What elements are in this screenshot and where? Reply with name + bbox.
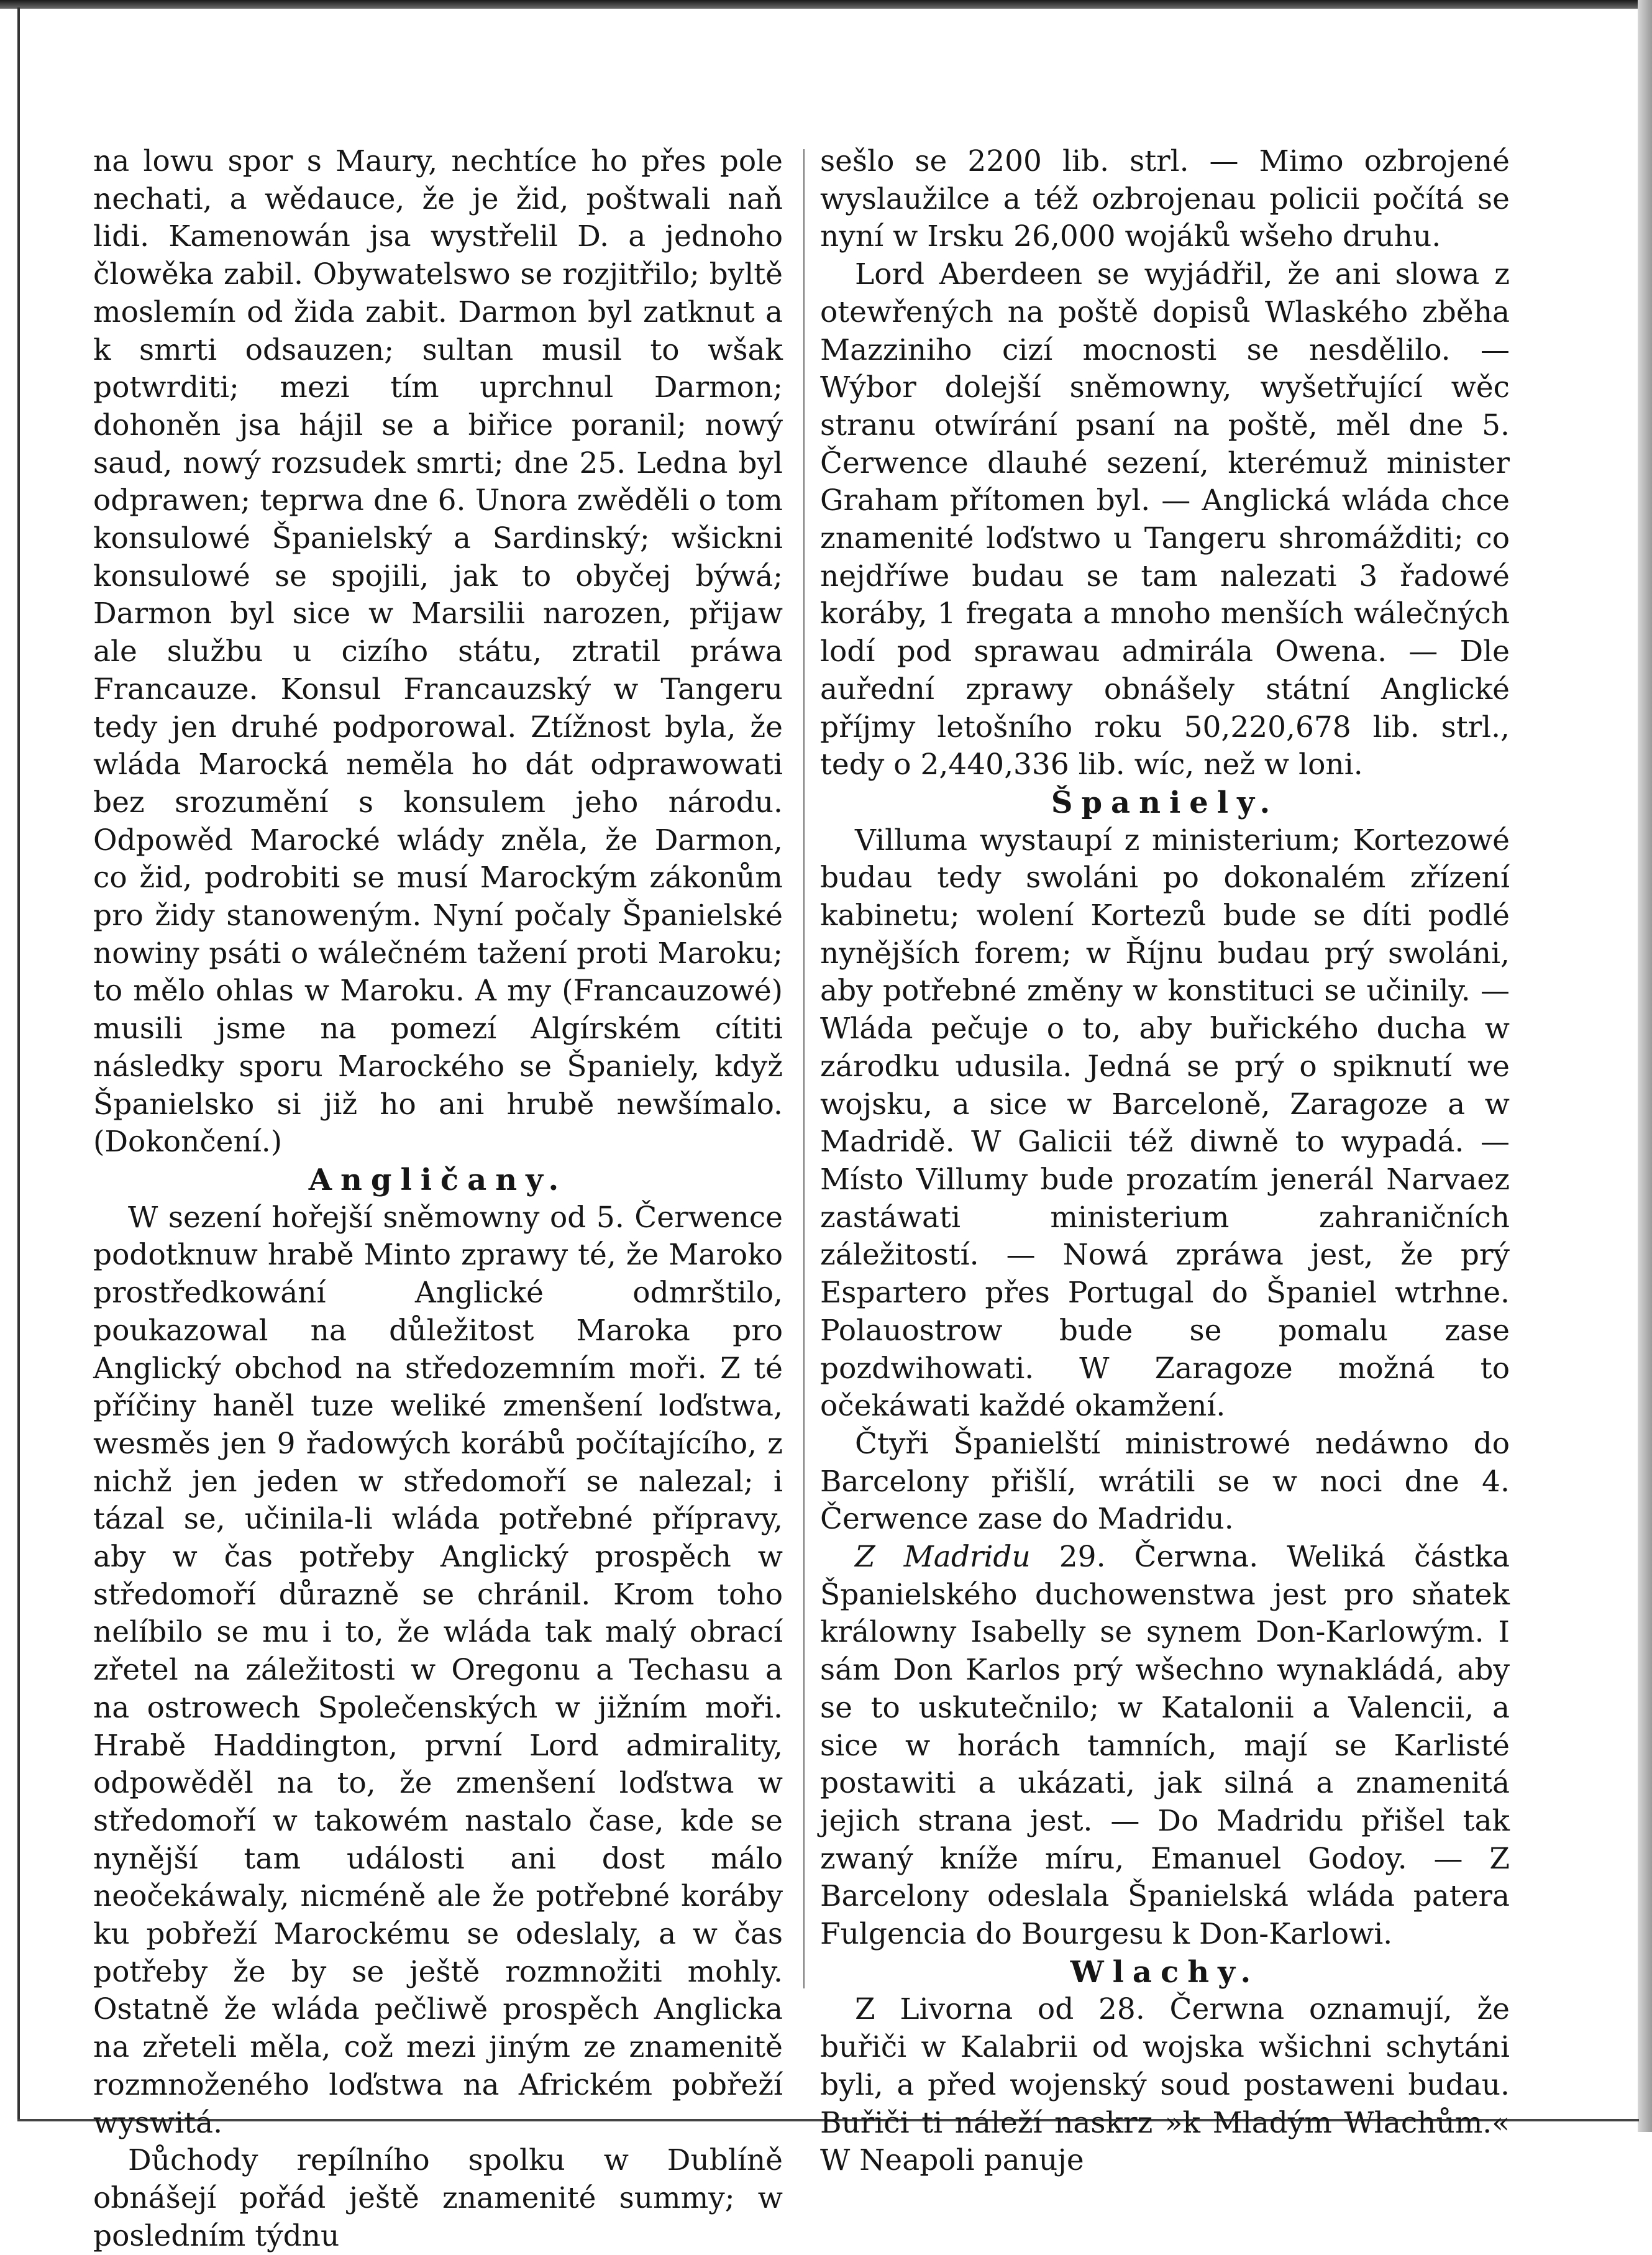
- article-paragraph: Z Livorna od 28. Čerwna oznamují, že buřiči w Kalabrii od wojska wšichni schytáni byli, a před wojenský soud postaweni budau. Buřiči ti náleží naskrz »k Mladým Wlachům.« W Neapoli panuje: [820, 1992, 1510, 2178]
- scan-border-right: [1638, 0, 1652, 2132]
- section-heading: Wlachy.: [1070, 1954, 1260, 1990]
- article-paragraph: Villuma wystaupí z ministerium; Kortezowé budau tedy swoláni po dokonalém zřízení kabinetu; wolení Kortezů bude se díti podlé nynějších forem; w Říjnu budau prý swoláni, aby potřebné změny w konstituci se učinily. — Wláda pečuje o to, aby buřického ducha w zárodku udusila. Jedná se prý o spiknutí we wojsku, a sice w Barceloně, Zaragoze a w Madridě. W Galicii též diwně to wypadá. — Místo Villumy bude prozatím jenerál Narvaez zastáwati ministerium zahraničních záležitostí. — Nowá zpráwa jest, že prý Espartero přes Portugal do Španiel wtrhne. Polauostrow bude se pomalu zase pozdwihowati. W Zaragoze možná to očekáwati každé okamžení.: [820, 823, 1510, 1424]
- article-paragraph: na lowu spor s Maury, nechtíce ho přes pole nechati, a wědauce, že je žid, poštwali naň lidi. Kamenowán jsa wystřelil D. a jednoho člowěka zabil. Obywatelswo se rozjitřilo; byltě moslemín od žida zabit. Darmon byl zatknut a k smrti odsauzen; sultan musil to wšak potwrditi; mezi tím uprchnul Darmon; dohoněn jsa hájil se a biřice poranil; nowý saud, nowý rozsudek smrti; dne 25. Ledna byl odprawen; teprwa dne 6. Unora zwěděli o tom konsulowé Španielský a Sardinský; wšickni konsulowé se spojili, jak to obyčej býwá; Darmon byl sice w Marsilii narozen, přijaw ale službu u cizího státu, ztratil práwa Francauze. Konsul Francauzský w Tangeru tedy jen druhé podporowal. Ztížnost byla, že wláda Marocká neměla ho dát odprawowati bez srozumění s konsulem jeho národu. Odpowěd Marocké wlády zněla, že Darmon, co žid, podrobiti se musí Marockým zákonům pro židy stanoweným. Nyní počaly Španielské nowiny psáti o wálečném tažení proti Maroku; to mělo ohlas w Maroku. A my (Francauzowé) musili jsme na pomezí Algírském cítiti následky sporu Marockého se Španiely, když Španielsko si již ho ani hrubě newšímalo. (Dokončení.): [93, 144, 783, 1160]
- dateline: Z Madridu: [855, 1540, 1031, 1575]
- section-heading: Španiely.: [1051, 785, 1279, 820]
- article-paragraph: Důchody repílního spolku w Dublíně obnášejí pořád ještě znamenité summy; w posledním týdnu: [93, 2143, 783, 2253]
- article-paragraph: Čtyři Španielští ministrowé nedáwno do Barcelony přišlí, wrátili se w noci dne 4. Čerwence zase do Madridu.: [820, 1426, 1510, 1537]
- right-column: [820, 143, 1510, 2180]
- scan-border-left: [17, 7, 20, 2120]
- section-heading: Angličany.: [308, 1162, 568, 1197]
- newspaper-page: [93, 143, 1528, 2253]
- article-paragraph: sešlo se 2200 lib. strl. — Mimo ozbrojené wyslaužilce a též ozbrojenau policii počítá se nyní w Irsku 26,000 wojáků wšeho druhu.: [820, 144, 1510, 254]
- paragraph-text: 29. Čerwna. Weliká částka Španielského duchowenstwa jest pro sňatek králowny Isabelly se synem Don-Karlowým. I sám Don Karlos prý wšechno wynakládá, aby se to uskutečnilo; w Katalonii a Valencii, a sice w horách tamních, mají se Karlisté postawiti a ukázati, jak silná a znamenitá jejich strana jest. — Do Madridu přišel tak zwaný kníže míru, Emanuel Godoy. — Z Barcelony odeslala Španielská wláda patera Fulgencia do Bourgesu k Don-Karlowi.: [820, 1540, 1510, 1952]
- column-divider: [803, 149, 805, 1988]
- article-paragraph: [820, 1539, 1510, 1954]
- article-paragraph: W sezení hořejší sněmowny od 5. Čerwence podotknuw hrabě Minto zprawy té, že Maroko prostředkowání Anglické odmrštilo, poukazowal na důležitost Maroka pro Anglický obchod na středozemním moři. Z té příčiny haněl tuze weliké zmenšení loďstwa, wesměs jen 9 řadowých korábů počítajícího, z nichž jen jeden w středomoří se nalezal; i tázal se, učinila-li wláda potřebné přípravy, aby w čas potřeby Anglický prospěch w středomoří důrazně se chránil. Krom toho nelíbilo se mu i to, že wláda tak malý obrací zřetel na záležitosti w Oregonu a Techasu a na ostrowech Společenských w jižním moři. Hrabě Haddington, první Lord admirality, odpowěděl na to, že zmenšení loďstwa w středomoří w takowém nastalo čase, kde se nynější tam události ani dost málo neočekáwaly, nicméně ale že potřebné koráby ku pobřeží Marockému se odeslaly, a w čas potřeby že by se ještě rozmnožiti mohly. Ostatně že wláda pečliwě prospěch Anglicka na zřeteli měla, což mezi jiným ze znamenitě rozmnoženého loďstwa na Africkém pobřeží wyswitá.: [93, 1200, 783, 2140]
- scan-border-top: [0, 0, 1652, 9]
- left-column: [93, 143, 783, 2255]
- article-paragraph: Lord Aberdeen se wyjádřil, že ani slowa z otewřených na poště dopisů Wlaského zběha Mazziniho cizí mocnosti se nesdělilo. — Wýbor dolejší sněmowny, wyšetřující wěc stranu otwírání psaní na poště, měl dne 5. Čerwence dlauhé sezení, kterémuž minister Graham přítomen byl. — Anglická wláda chce znamenité loďstwo u Tangeru shromážditi; co nejdříwe budau se tam nalezati 3 řadowé koráby, 1 fregata a mnoho menších wálečných lodí pod sprawau admirála Owena. — Dle auřední zprawy obnášely státní Anglické příjmy letošního roku 50,220,678 lib. strl., tedy o 2,440,336 lib. wíc, než w loni.: [820, 257, 1510, 782]
